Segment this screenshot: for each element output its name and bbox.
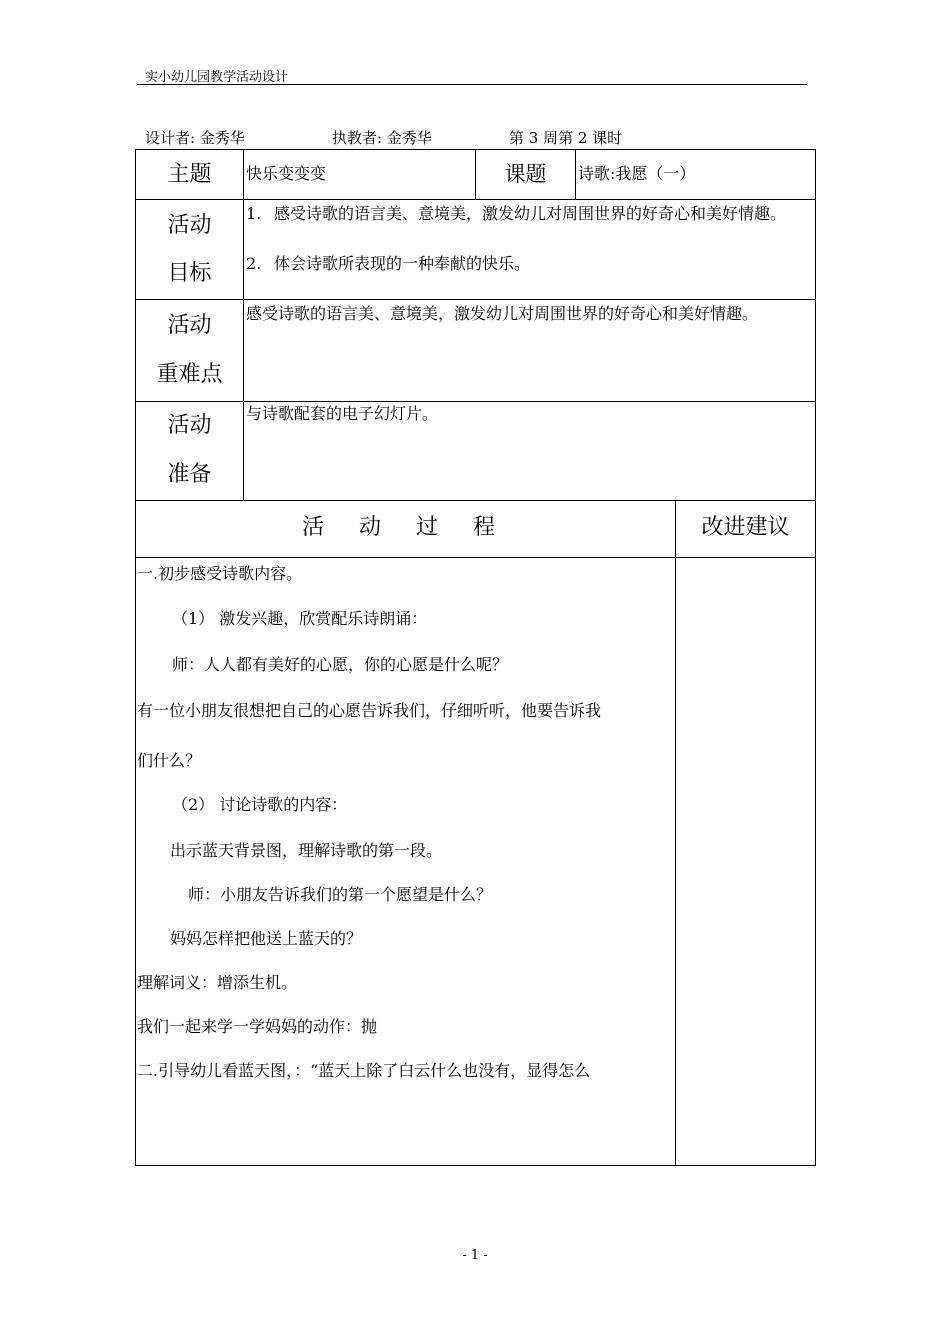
goals-label-line2: 目标 <box>167 261 212 286</box>
process-line: 师：小朋友告诉我们的第一个愿望是什么？ <box>188 885 493 904</box>
theme-label: 主题 <box>167 162 212 187</box>
row-line <box>135 557 816 558</box>
process-line: 理解词义：增添生机。 <box>137 973 298 992</box>
keypoints-text: 感受诗歌的语言美、意境美，激发幼儿对周围世界的好奇心和美好情趣。 <box>246 304 759 323</box>
prep-label-line1: 活动 <box>167 413 212 438</box>
prep-text: 与诗歌配套的电子幻灯片。 <box>246 404 439 423</box>
process-line: （1） 激发兴趣，欣赏配乐诗朗诵： <box>172 609 428 628</box>
process-line: 师：人人都有美好的心愿，你的心愿是什么呢？ <box>172 655 509 674</box>
process-line: （2） 讨论诗歌的内容： <box>172 795 348 814</box>
process-line: 一.初步感受诗歌内容。 <box>137 564 303 583</box>
keypoints-label-line2: 重难点 <box>156 362 223 387</box>
process-line: 有一位小朋友很想把自己的心愿告诉我们，仔细听听，他要告诉我 <box>137 701 602 720</box>
process-line: 二.引导幼儿看蓝天图，：“蓝天上除了白云什么也没有，显得怎么 <box>137 1061 591 1080</box>
keypoints-label-line1: 活动 <box>167 313 212 338</box>
prep-label-line2: 准备 <box>167 462 212 487</box>
process-line: 妈妈怎样把他送上蓝天的？ <box>170 929 363 948</box>
row-line <box>135 500 816 501</box>
designer-text: 设计者: 金秀华 <box>145 129 245 147</box>
schedule-text: 第 3 周第 2 课时 <box>509 129 623 147</box>
col-line <box>675 500 676 1166</box>
process-line: 们什么？ <box>137 751 202 770</box>
page-number: - 1 - <box>462 1248 488 1263</box>
goal-1-number: 1. <box>246 204 262 223</box>
topic-label: 课题 <box>504 162 547 186</box>
theme-value: 快乐变变变 <box>246 164 327 183</box>
suggestion-header: 改进建议 <box>701 515 790 540</box>
document-header-title: 实小幼儿园教学活动设计 <box>145 70 289 85</box>
header-rule <box>137 84 807 85</box>
row-line <box>135 299 816 300</box>
col-line <box>243 149 244 501</box>
col-line <box>575 149 576 200</box>
col-line <box>815 149 816 1166</box>
topic-value: 诗歌:我愿（一） <box>578 164 696 183</box>
goals-label-line1: 活动 <box>167 213 212 238</box>
goal-2-number: 2. <box>246 254 262 273</box>
process-line: 出示蓝天背景图，理解诗歌的第一段。 <box>170 841 443 860</box>
teacher-text: 执教者: 金秀华 <box>332 129 432 147</box>
process-line: 我们一起来学一学妈妈的动作：抛 <box>137 1017 378 1036</box>
goal-1-text: 感受诗歌的语言美、意境美，激发幼儿对周围世界的好奇心和美好情趣。 <box>274 204 787 223</box>
row-line <box>135 1165 816 1166</box>
process-header: 活 动 过 程 <box>302 515 509 540</box>
goal-2-text: 体会诗歌所表现的一种奉献的快乐。 <box>274 254 531 273</box>
